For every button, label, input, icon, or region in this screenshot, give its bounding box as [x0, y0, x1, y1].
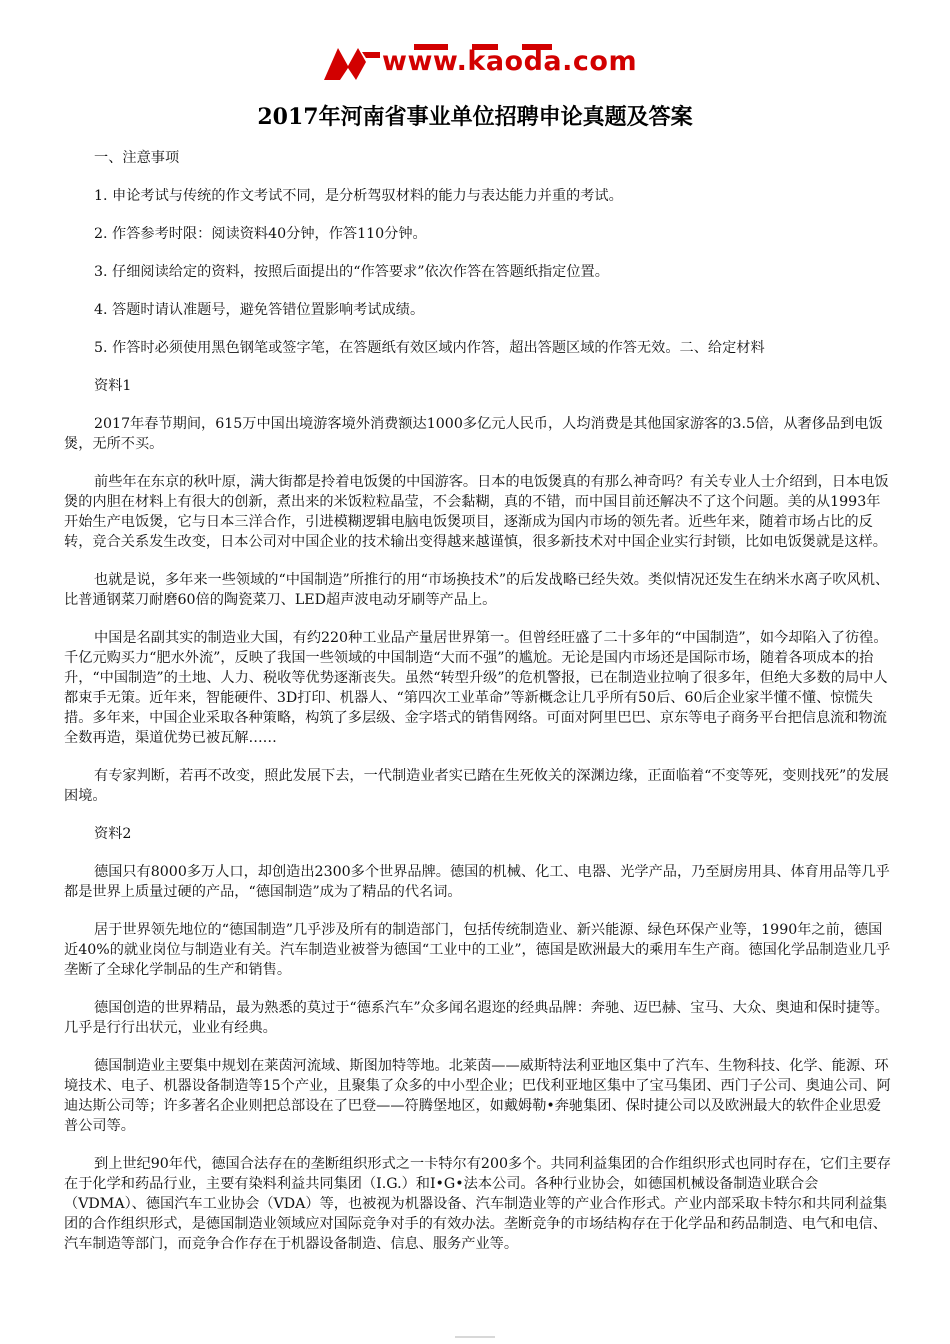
material-paragraph: 前些年在东京的秋叶原，满大街都是拎着电饭煲的中国游客。日本的电饭煲真的有那么神奇吗？有关专业人士介绍到，日本电饭煲的内胆在材料上有很大的创新，煮出来的米饭粒粒晶莹，不会黏糊，真的不错，而中国目前还解决不了这个问题。美的从1993年开始生产电饭煲，它与日本三洋合作，引进模糊逻辑电脑电饭煲项目，逐渐成为国内市场的领先者。近些年来，随着市场占比的反转，竞合关系发生改变，日本公司对中国企业的技术输出变得越来越谨慎，很多新技术对中国企业实行封锁，比如电饭煲就是这样。: [64, 474, 889, 550]
document-title: 2017年河南省事业单位招聘申论真题及答案: [257, 104, 693, 130]
material-heading: 资料1: [94, 378, 132, 394]
section-heading: 一、注意事项: [94, 150, 180, 166]
page-footer-mark: [455, 1336, 495, 1338]
material-paragraph: 德国创造的世界精品，最为熟悉的莫过于“德系汽车”众多闻名遐迩的经典品牌：奔驰、迈巴赫、宝马、大众、奥迪和保时捷等。几乎是行行出状元，业业有经典。: [64, 1000, 889, 1036]
kaoda-logo-mark-icon: [322, 42, 384, 82]
material-paragraph: 居于世界领先地位的“德国制造”几乎涉及所有的制造部门，包括传统制造业、新兴能源、绿色环保产业等，1990年之前，德国近40%的就业岗位与制造业有关。汽车制造业被誉为德国“工业中的工业”，德国是欧洲最大的乘用车生产商。德国化学品制造业几乎垄断了全球化学制品的生产和销售。: [64, 922, 891, 978]
material-paragraph: 2017年春节期间，615万中国出境游客境外消费额达1000多亿元人民币，人均消费是其他国家游客的3.5倍，从奢侈品到电饭煲，无所不买。: [64, 416, 883, 452]
material-paragraph: 有专家判断，若再不改变，照此发展下去，一代制造业者实已踏在生死攸关的深渊边缘，正面临着“不变等死，变则找死”的发展困境。: [64, 768, 889, 804]
site-logo[interactable]: [322, 42, 642, 82]
notice-item: 3. 仔细阅读给定的资料，按照后面提出的“作答要求”依次作答在答题纸指定位置。: [94, 264, 609, 280]
material-heading: 资料2: [94, 826, 132, 842]
notice-item: 4. 答题时请认准题号，避免答错位置影响考试成绩。: [94, 302, 425, 318]
material-paragraph: 德国制造业主要集中规划在莱茵河流域、斯图加特等地。北莱茵——威斯特法利亚地区集中了汽车、生物科技、化学、能源、环境技术、电子、机器设备制造等15个产业，且聚集了众多的中小型企业；巴伐利亚地区集中了宝马集团、西门子公司、奥迪公司、阿迪达斯公司等；许多著名企业则把总部设在了巴登——符腾堡地区，如戴姆勒•奔驰集团、保时捷公司以及欧洲最大的软件企业思爱普公司等。: [64, 1058, 891, 1134]
document-body: [64, 148, 894, 1272]
material-paragraph: 中国是名副其实的制造业大国，有约220种工业品产量居世界第一。但曾经旺盛了二十多年的“中国制造”，如今却陷入了彷徨。千亿元购买力“肥水外流”，反映了我国一些领域的中国制造“大而不强”的尴尬。无论是国内市场还是国际市场，随着各项成本的抬升，“中国制造”的土地、人力、税收等优势逐渐丧失。虽然“转型升级”的危机警报，已在制造业拉响了很多年，但绝大多数的局中人都束手无策。近年来，智能硬件、3D打印、机器人、“第四次工业革命”等新概念让几乎所有50后、60后企业家半懂不懂、惊慌失措。多年来，中国企业采取各种策略，构筑了多层级、金字塔式的销售网络。可面对阿里巴巴、京东等电子商务平台把信息流和物流全数再造，渠道优势已被瓦解……: [64, 630, 888, 746]
material-paragraph: 德国只有8000多万人口，却创造出2300多个世界品牌。德国的机械、化工、电器、光学产品，乃至厨房用具、体育用品等几乎都是世界上质量过硬的产品，“德国制造”成为了精品的代名词。: [64, 864, 890, 900]
notice-item: 5. 作答时必须使用黑色钢笔或签字笔，在答题纸有效区域内作答，超出答题区域的作答无效。二、给定材料: [94, 340, 765, 356]
material-paragraph: 也就是说，多年来一些领域的“中国制造”所推行的用“市场换技术”的后发战略已经失效。类似情况还发生在纳米水离子吹风机、比普通钢菜刀耐磨60倍的陶瓷菜刀、LED超声波电动牙刷等产品上。: [64, 572, 890, 608]
material-paragraph: 到上世纪90年代，德国合法存在的垄断组织形式之一卡特尔有200多个。共同利益集团的合作组织形式也同时存在，它们主要存在于化学和药品行业，主要有染料利益共同集团（I.G.）和I•G•法本公司。各种行业协会，如德国机械设备制造业联合会（VDMA）、德国汽车工业协会（VDA）等，也被视为机器设备、汽车制造业等的产业合作形式。产业内部采取卡特尔和共同利益集团的合作组织形式，是德国制造业领域应对国际竞争对手的有效办法。垄断竞争的市场结构存在于化学品和药品制造、电气和电信、汽车制造等部门，而竞争合作存在于机器设备制造、信息、服务产业等。: [64, 1156, 892, 1252]
notice-item: 1. 申论考试与传统的作文考试不同，是分析驾驭材料的能力与表达能力并重的考试。: [94, 188, 623, 204]
notice-item: 2. 作答参考时限：阅读资料40分钟，作答110分钟。: [94, 226, 427, 242]
logo-url: www.kaoda.com: [382, 46, 638, 77]
